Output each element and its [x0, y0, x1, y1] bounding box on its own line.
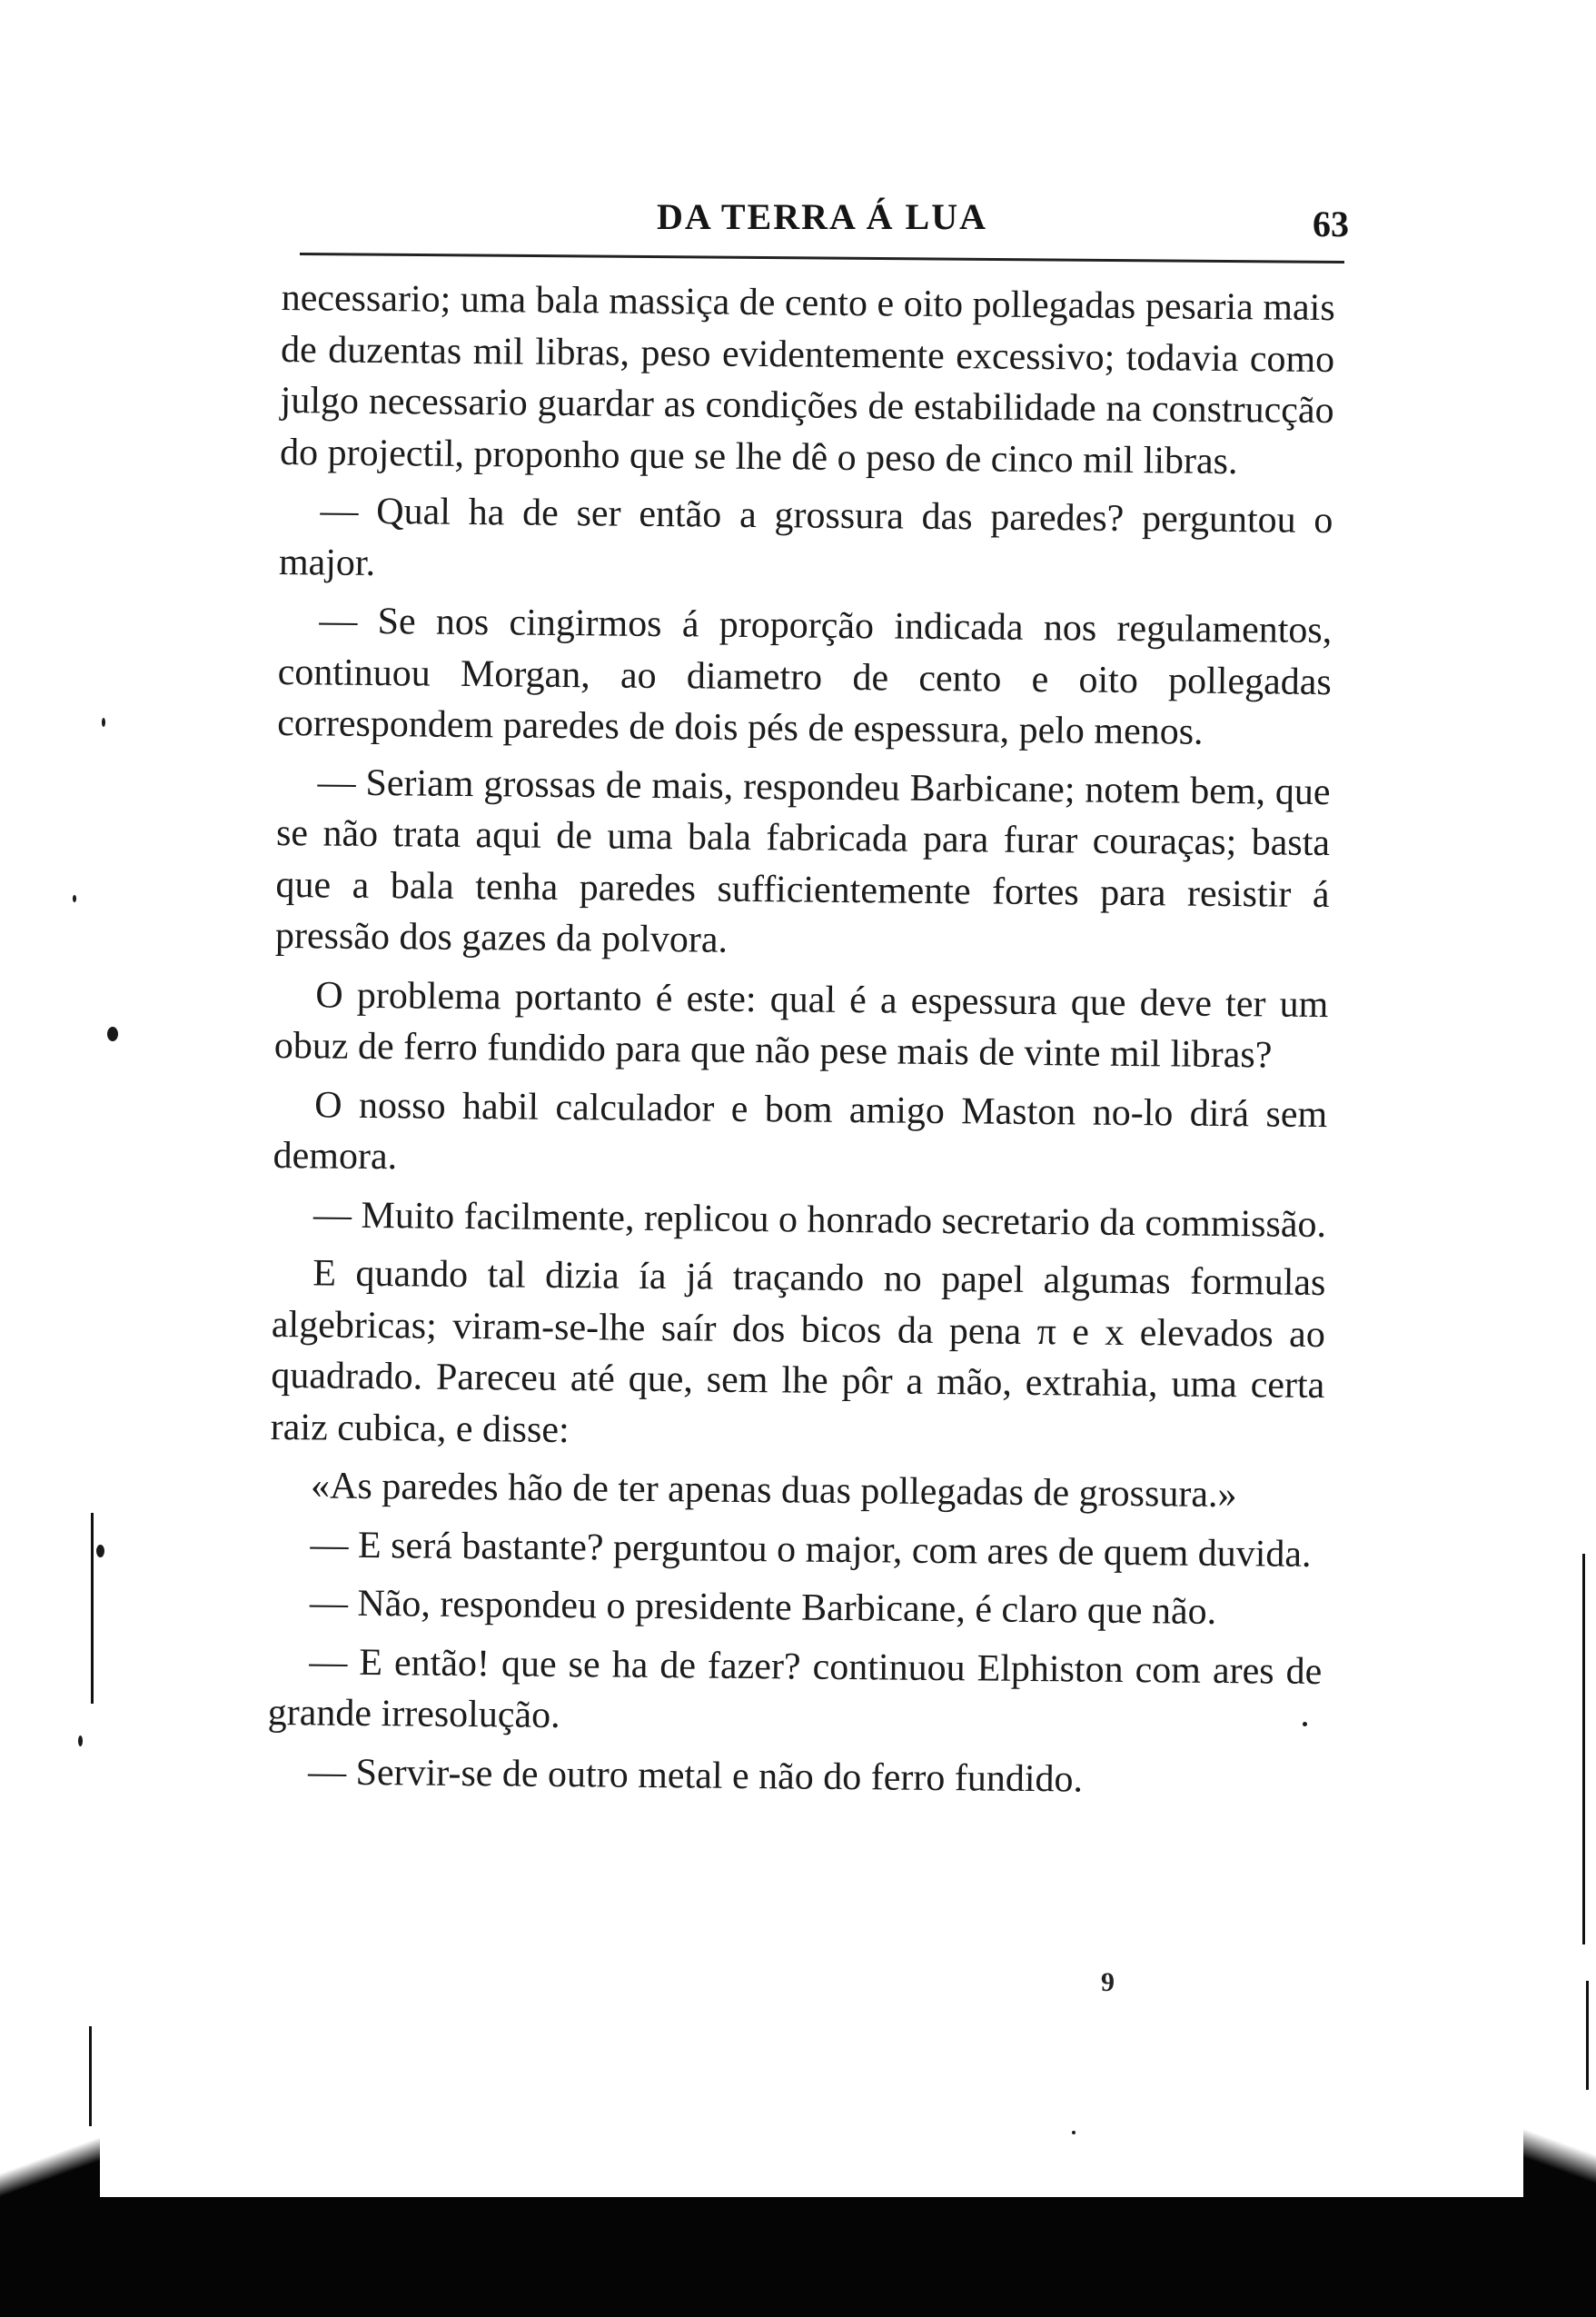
page-number: 63 — [1313, 204, 1349, 244]
paragraph-8: E quando tal dizia ía já traçando no papel algumas formulas algebricas; viram-se-lhe saír dos bicos da pena π e x elevados ao quadrado. Pareceu até que, sem lhe pôr a mão, extrahia, uma certa raiz cubica, e disse: — [270, 1252, 1326, 1451]
running-title: DA TERRA Á LUA — [657, 196, 987, 237]
page-header — [304, 195, 1349, 259]
scan-speck — [78, 1735, 83, 1746]
scan-edge-right-upper — [1582, 1554, 1585, 1944]
scan-speck — [107, 1027, 118, 1041]
paragraph-13: — Servir-se de outro metal e não do ferro fundido. — [307, 1750, 1084, 1801]
scan-speck — [1072, 2131, 1076, 2134]
page-curl-left — [0, 2126, 100, 2208]
paragraph-1: necessario; uma bala massiça de cento e oito pollegadas pesaria mais de duzentas mil libras, peso evidentemente excessivo; todavia como julgo necessario guardar as condições de estabilidade na construcção do projectil, proponho que se lhe dê o peso de cinco mil libras. — [279, 276, 1335, 482]
paragraph-3: — Se nos cingirmos á proporção indicada nos regulamentos, continuou Morgan, ao diametro de cento e oito pollegadas correspondem paredes de dois pés de espessura, pelo menos. — [277, 600, 1333, 753]
paragraph-2: — Qual ha de ser então a grossura das paredes? perguntou o major. — [278, 490, 1333, 584]
scan-bottom-shadow — [0, 2197, 1596, 2317]
paragraph-12: — E então! que se ha de fazer? continuou Elphiston com ares de grande irresolução. — [267, 1640, 1323, 1737]
scan-speck — [73, 895, 76, 902]
scan-edge-left-upper — [91, 1513, 94, 1704]
paragraph-4: — Seriam grossas de mais, respondeu Barbicane; notem bem, que se não trata aqui de uma bala fabricada para furar couraças; basta que a bala tenha paredes sufficientemente fortes para resistir á pressão dos gazes da polvora. — [274, 761, 1331, 961]
scan-speck — [96, 1545, 104, 1557]
signature-mark: 9 — [1101, 1967, 1115, 1997]
paragraph-7: — Muito facilmente, replicou o honrado secretario da commissão. — [312, 1193, 1327, 1246]
paragraph-6: O nosso habil calculador e bom amigo Maston no-lo dirá sem demora. — [273, 1083, 1328, 1178]
scan-speck — [1303, 1722, 1307, 1726]
page-curl-right — [1523, 2090, 1596, 2208]
paragraph-11: — Não, respondeu o presidente Barbicane, é claro que não. — [309, 1582, 1217, 1633]
paragraph-9: «As paredes hão de ter apenas duas pollegadas de grossura.» — [310, 1465, 1237, 1516]
body-text — [265, 273, 1335, 2000]
paragraph-10: — E será bastante? perguntou o major, com ares de quem duvida. — [310, 1523, 1312, 1576]
scan-speck — [102, 718, 105, 727]
paragraph-5: O problema portanto é este: qual é a espessura que deve ter um obuz de ferro fundido para que não pese mais de vinte mil libras? — [273, 973, 1329, 1077]
